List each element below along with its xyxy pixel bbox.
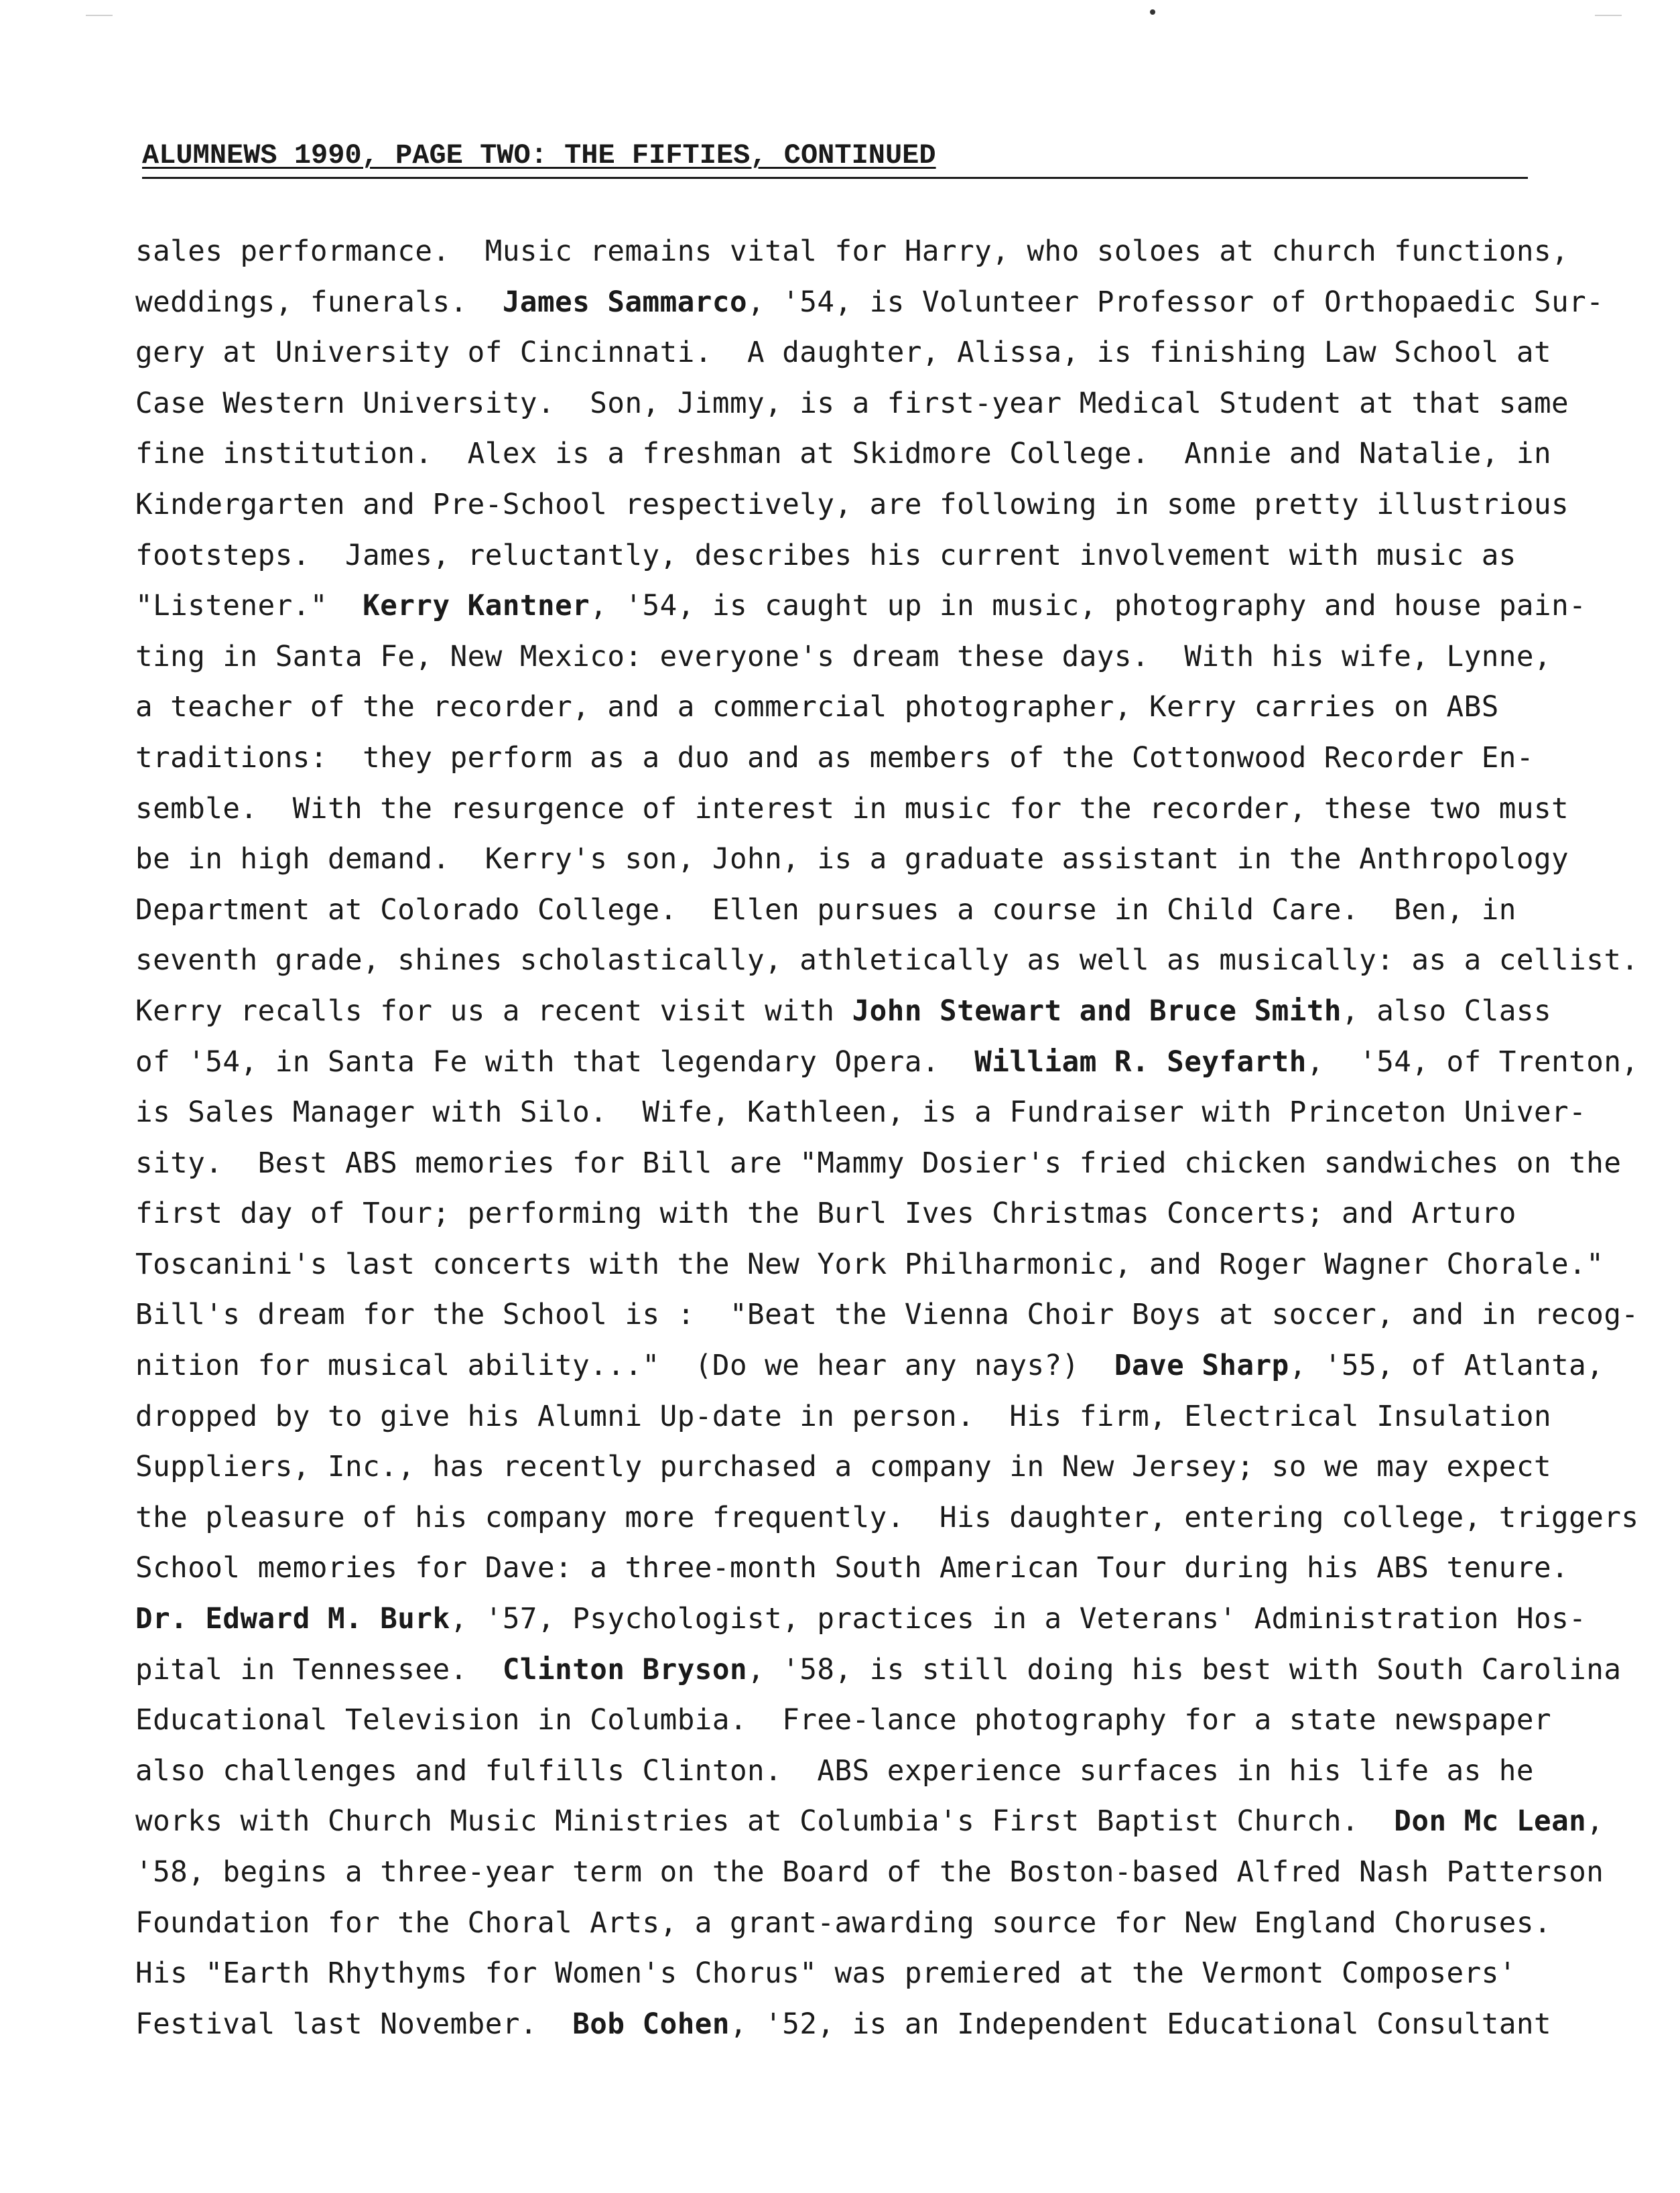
text-segment: , '54, is caught up in music, photography and house pain- bbox=[590, 590, 1587, 623]
text-line bbox=[135, 1138, 1622, 1189]
text-line bbox=[135, 733, 1569, 784]
text-segment: a teacher of the recorder, and a commercial photographer, Kerry carries on ABS bbox=[135, 691, 1499, 724]
text-segment: first day of Tour; performing with the Burl Ives Christmas Concerts; and Arturo bbox=[135, 1197, 1516, 1231]
text-segment: ting in Santa Fe, New Mexico: everyone's dream these days. With his wife, Lynne, bbox=[135, 640, 1552, 673]
text-line bbox=[135, 935, 1639, 986]
text-line bbox=[135, 784, 1569, 835]
text-line bbox=[135, 1999, 1569, 2050]
text-line bbox=[135, 1543, 1569, 1594]
scan-edge-mark-right bbox=[1595, 15, 1622, 16]
text-line bbox=[135, 885, 1569, 936]
text-segment: dropped by to give his Alumni Up-date in person. His firm, Electrical Insulation bbox=[135, 1400, 1552, 1433]
text-segment: Department at Colorado College. Ellen pursues a course in Child Care. Ben, in bbox=[135, 893, 1516, 927]
article-body bbox=[135, 226, 1639, 2050]
text-segment: School memories for Dave: a three-month South American Tour during his ABS tenure. bbox=[135, 1552, 1569, 1585]
text-line bbox=[135, 1695, 1569, 1746]
text-segment: be in high demand. Kerry's son, John, is a graduate assistant in the Anthropology bbox=[135, 843, 1569, 876]
text-line bbox=[135, 1645, 1622, 1696]
text-segment: sales performance. Music remains vital for Harry, who soloes at church functions, bbox=[135, 235, 1569, 268]
text-segment: Foundation for the Choral Arts, a grant-awarding source for New England Choruses. bbox=[135, 1906, 1552, 1940]
text-segment: His "Earth Rhythyms for Women's Chorus" was premiered at the Vermont Composers' bbox=[135, 1957, 1516, 1991]
text-line bbox=[135, 834, 1569, 885]
text-line bbox=[135, 1746, 1569, 1797]
text-line bbox=[135, 986, 1569, 1037]
text-segment: sity. Best ABS memories for Bill are "Mammy Dosier's fried chicken sandwiches on the bbox=[135, 1146, 1622, 1180]
text-segment: Educational Television in Columbia. Free-lance photography for a state newspaper bbox=[135, 1704, 1552, 1737]
text-segment: '58, begins a three-year term on the Board of the Boston-based Alfred Nash Patterson bbox=[135, 1856, 1604, 1889]
text-line bbox=[135, 1898, 1569, 1949]
text-segment: , '54, of Trenton, bbox=[1306, 1045, 1639, 1079]
text-line bbox=[135, 226, 1569, 277]
alumni-name: William R. Seyfarth bbox=[974, 1045, 1307, 1079]
text-segment: is Sales Manager with Silo. Wife, Kathleen, is a Fundraiser with Princeton Univer- bbox=[135, 1096, 1587, 1130]
text-segment: also challenges and fulfills Clinton. ABS experience surfaces in his life as he bbox=[135, 1754, 1534, 1788]
text-line bbox=[135, 1847, 1604, 1898]
text-segment: nition for musical ability..." (Do we hear any nays?) bbox=[135, 1349, 1114, 1383]
text-line bbox=[135, 1392, 1569, 1443]
text-line bbox=[135, 480, 1569, 531]
text-segment: Suppliers, Inc., has recently purchased a company in New Jersey; so we may expect bbox=[135, 1451, 1552, 1484]
text-segment: Kindergarten and Pre-School respectively, are following in some pretty illustrious bbox=[135, 488, 1569, 521]
text-segment: semble. With the resurgence of interest in music for the recorder, these two must bbox=[135, 792, 1569, 825]
text-line bbox=[135, 429, 1569, 480]
text-line bbox=[135, 1594, 1587, 1645]
text-segment: , '57, Psychologist, practices in a Veterans' Administration Hos- bbox=[450, 1603, 1587, 1636]
text-line bbox=[135, 1290, 1639, 1341]
text-line bbox=[135, 1240, 1604, 1290]
text-line bbox=[135, 1341, 1604, 1392]
alumni-name: Dr. Edward M. Burk bbox=[135, 1603, 450, 1636]
alumni-name: Don Mc Lean bbox=[1394, 1805, 1587, 1839]
text-segment: , '54, is Volunteer Professor of Orthopaedic Sur- bbox=[747, 285, 1604, 319]
text-segment: seventh grade, shines scholastically, athletically as well as musically: as a cellist. bbox=[135, 944, 1639, 978]
text-segment: Case Western University. Son, Jimmy, is a first-year Medical Student at that same bbox=[135, 387, 1569, 420]
text-line bbox=[135, 531, 1569, 582]
text-segment: weddings, funerals. bbox=[135, 285, 503, 319]
text-line bbox=[135, 277, 1604, 328]
text-segment: Bill's dream for the School is : "Beat the Vienna Choir Boys at soccer, and in recog- bbox=[135, 1299, 1639, 1332]
text-segment: gery at University of Cincinnati. A daughter, Alissa, is finishing Law School at bbox=[135, 336, 1552, 370]
alumni-name: Kerry Kantner bbox=[363, 590, 590, 623]
text-line bbox=[135, 1442, 1569, 1493]
text-segment: Kerry recalls for us a recent visit with bbox=[135, 994, 852, 1028]
text-segment: "Listener." bbox=[135, 590, 363, 623]
scan-edge-mark-left bbox=[86, 15, 113, 16]
page-header: ALUMNEWS 1990, PAGE TWO: THE FIFTIES, CONTINUED bbox=[142, 139, 936, 172]
alumni-name: James Sammarco bbox=[502, 285, 748, 319]
text-segment: , '52, is an Independent Educational Consultant bbox=[729, 2007, 1552, 2041]
text-segment: pital in Tennessee. bbox=[135, 1653, 503, 1686]
text-segment: fine institution. Alex is a freshman at Skidmore College. Annie and Natalie, in bbox=[135, 438, 1552, 471]
text-segment: , '55, of Atlanta, bbox=[1289, 1349, 1604, 1383]
scan-dot-mark bbox=[1150, 9, 1155, 15]
text-line bbox=[135, 1087, 1587, 1138]
alumni-name: Dave Sharp bbox=[1114, 1349, 1289, 1383]
text-line bbox=[135, 1948, 1569, 1999]
text-segment: , bbox=[1586, 1805, 1604, 1839]
text-segment: footsteps. James, reluctantly, describes his current involvement with music as bbox=[135, 539, 1516, 572]
text-line bbox=[135, 379, 1569, 429]
text-line bbox=[135, 1037, 1639, 1088]
alumni-name: Bob Cohen bbox=[572, 2007, 730, 2041]
alumni-name: John Stewart and Bruce Smith bbox=[852, 994, 1342, 1028]
text-line bbox=[135, 632, 1569, 683]
text-segment: traditions: they perform as a duo and as members of the Cottonwood Recorder En- bbox=[135, 741, 1534, 775]
text-line bbox=[135, 1493, 1639, 1544]
text-segment: the pleasure of his company more frequently. His daughter, entering college, triggers bbox=[135, 1501, 1639, 1534]
text-segment: works with Church Music Ministries at Columbia's First Baptist Church. bbox=[135, 1805, 1395, 1839]
text-segment: Toscanini's last concerts with the New York Philharmonic, and Roger Wagner Chorale." bbox=[135, 1248, 1604, 1281]
text-line bbox=[135, 682, 1569, 733]
header-rule bbox=[142, 177, 1528, 179]
alumni-name: Clinton Bryson bbox=[502, 1653, 748, 1686]
text-segment: , '58, is still doing his best with South Carolina bbox=[747, 1653, 1622, 1686]
text-line bbox=[135, 1796, 1604, 1847]
text-segment: , also Class bbox=[1342, 994, 1552, 1028]
text-line bbox=[135, 1189, 1569, 1240]
text-segment: of '54, in Santa Fe with that legendary Opera. bbox=[135, 1045, 975, 1079]
text-line bbox=[135, 581, 1587, 632]
text-segment: Festival last November. bbox=[135, 2007, 573, 2041]
text-line bbox=[135, 328, 1569, 379]
